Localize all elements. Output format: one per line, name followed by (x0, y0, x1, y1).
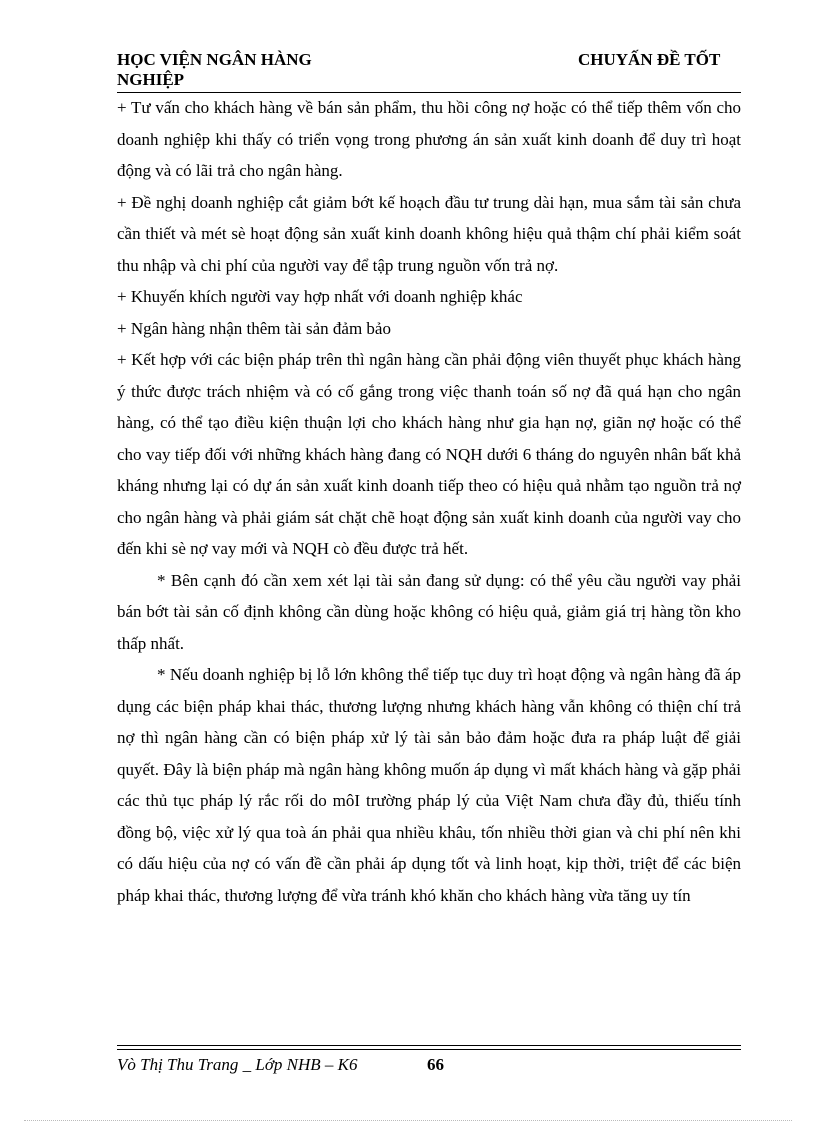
body-text (117, 92, 741, 911)
footer-divider (117, 1045, 741, 1046)
header-institution: HỌC VIỆN NGÂN HÀNG NGHIỆP (117, 50, 312, 89)
paragraph-advice: + Tư vấn cho khách hàng về bán sản phẩm, thu hồi công nợ hoặc có thể tiếp thêm vốn cho doanh nghiệp khi thấy có triển vọng trong phương án sản xuất kinh doanh để duy trì hoạt động và có lãi trả cho ngân hàng. (117, 98, 741, 180)
paragraph-asset-review: * Bên cạnh đó cần xem xét lại tài sản đang sử dụng: có thể yêu cầu người vay phải bán bớt tài sản cố định không cần dùng hoặc không có hiệu quả, giảm giá trị hàng tồn kho thấp nhất. (117, 570, 741, 653)
paragraph-cost-cutting: + Đề nghị doanh nghiệp cắt giảm bớt kế hoạch đầu tư trung dài hạn, mua sắm tài sản chưa cần thiết và mét sè hoạt động sản xuất kinh doanh không hiệu quả thậm chí phải kiểm soát thu nhập và chi phí của người vay để tập trung nguồn vốn trả nợ. (117, 192, 741, 275)
header-document-type: CHUYẤN ĐỀ TỐT (578, 50, 721, 69)
page-break-line (24, 1120, 792, 1121)
footer-divider-secondary (117, 1049, 741, 1050)
page-number: 66 (427, 1055, 444, 1074)
paragraph-legal-action: * Nếu doanh nghiệp bị lỗ lớn không thể tiếp tục duy trì hoạt động và ngân hàng đã áp dụng các biện pháp khai thác, thương lượng nhưng khách hàng vẫn không có thiện chí trả nợ thì ngân hàng cần có biện pháp xử lý tài sản bảo đảm hoặc đưa ra pháp luật để giải quyết. Đây là biện pháp mà ngân hàng không muốn áp dụng vì mất khách hàng và gặp phải các thủ tục pháp lý rắc rối do môI trường pháp lý của Việt Nam chưa đầy đủ, thiếu tính đồng bộ, việc xử lý qua toà án phải qua nhiều khâu, tốn nhiều thời gian và chi phí nên khi có dấu hiệu của nợ có vấn đề cần phải áp dụng tốt và linh hoạt, kịp thời, triệt để các biện pháp khai thác, thương lượng để vừa tránh khó khăn cho khách hàng vừa tăng uy tín (117, 665, 741, 905)
paragraph-merger: + Khuyến khích người vay hợp nhất với doanh nghiệp khác (117, 287, 523, 306)
paragraph-collateral: + Ngân hàng nhận thêm tài sản đảm bảo (117, 318, 391, 338)
paragraph-persuasion: + Kết hợp với các biện pháp trên thì ngân hàng cần phải động viên thuyết phục khách hàng ý thức được trách nhiệm và có cố gắng trong việc thanh toán số nợ đã quá hạn cho ngân hàng, có thể tạo điều kiện thuận lợi cho khách hàng như gia hạn nợ, giãn nợ hoặc có thể cho vay tiếp đối với những khách hàng đang có NQH dưới 6 tháng do nguyên nhân bất khả kháng nhưng lại có dự án sản xuất kinh doanh tiếp theo có hiệu quả nhằm tạo nguồn trả nợ cho ngân hàng và phải giám sát chặt chẽ hoạt động sản xuất kinh doanh của người vay cho đến khi sè nợ vay mới và NQH cò đều được trả hết. (117, 350, 741, 558)
footer-author: Vò Thị Thu Trang _ Lớp NHB – K6 (117, 1055, 358, 1074)
